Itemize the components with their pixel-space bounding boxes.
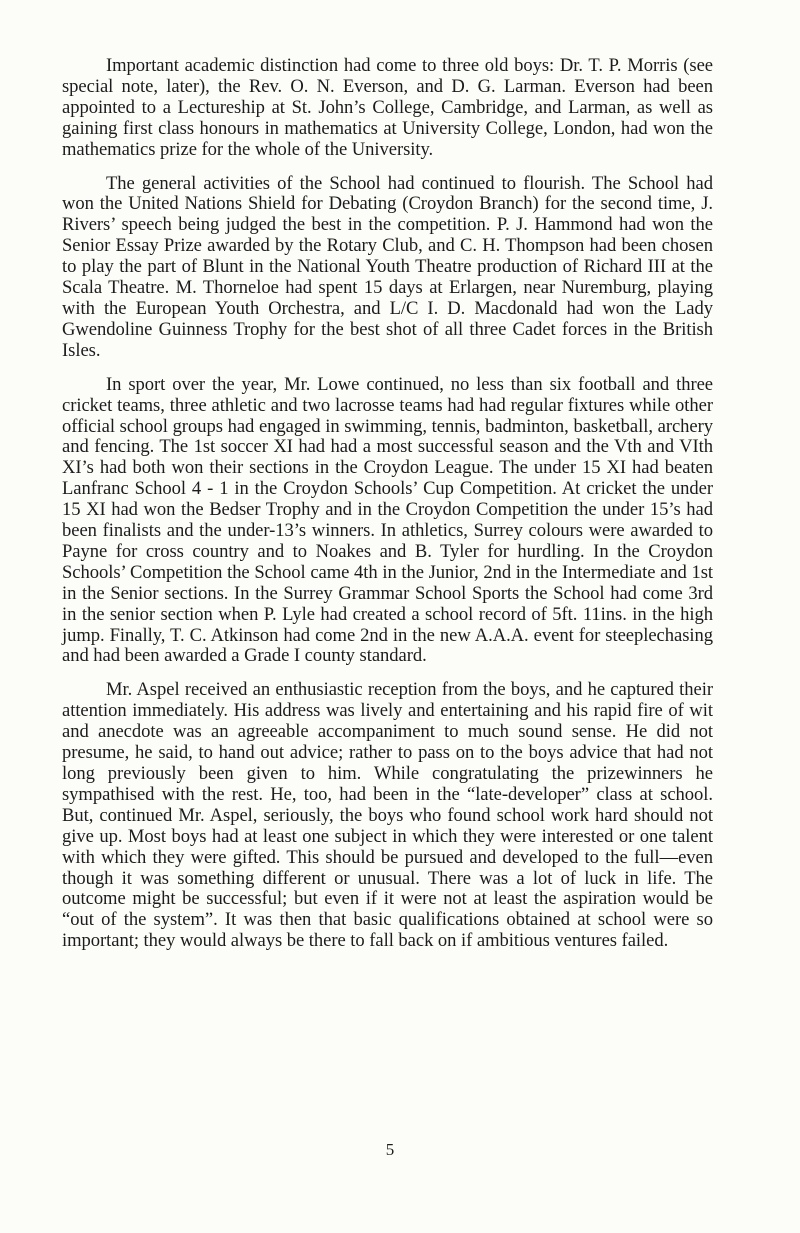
page-body [62, 56, 713, 965]
paragraph-academic-distinction: Important academic distinction had come to three old boys: Dr. T. P. Morris (see special note, later), the Rev. O. N. Everson, and D. G. Larman. Everson had been appointed to a Lectureship at St. John’s College, Cambridge, and Larman, as well as gaining first class honours in mathematics at University College, London, had won the mathematics prize for the whole of the University. [62, 55, 713, 160]
page-number: 5 [385, 1140, 395, 1159]
paragraph-sport: In sport over the year, Mr. Lowe continued, no less than six football and three cricket teams, three athletic and two lacrosse teams had had regular fixtures while other official school groups had engaged in swimming, tennis, badminton, basketball, archery and fencing. The 1st soccer XI had had a most successful season and the Vth and VIth XI’s had both won their sections in the Croydon League. The under 15 XI had beaten Lanfranc School 4 - 1 in the Croydon Schools’ Cup Competition. At cricket the under 15 XI had won the Bedser Trophy and in the Croydon Competition the under 15’s had been finalists and the under-13’s winners. In athletics, Surrey colours were awarded to Payne for cross country and to Noakes and B. Tyler for hurdling. In the Croydon Schools’ Competition the School came 4th in the Junior, 2nd in the Intermediate and 1st in the Senior sections. In the Surrey Grammar School Sports the School had come 3rd in the senior section when P. Lyle had created a school record of 5ft. 11ins. in the high jump. Finally, T. C. Atkinson had come 2nd in the new A.A.A. event for steeplechasing and had been awarded a Grade I county standard. [62, 373, 713, 667]
paragraph-aspel-address: Mr. Aspel received an enthusiastic reception from the boys, and he captured their attention immediately. His address was lively and entertaining and his rapid fire of wit and anecdote was an agreeable accompaniment to much sound sense. He did not presume, he said, to hand out advice; rather to pass on to the boys advice that had not long previously been given to him. While congratulating the prizewinners he sympathised with the rest. He, too, had been in the “late-developer” class at school. But, continued Mr. Aspel, seriously, the boys who found school work hard should not give up. Most boys had at least one subject in which they were interested or one talent with which they were gifted. This should be pursued and developed to the full—even though it was something different or unusual. There was a lot of luck in life. The outcome might be successful; but even if it were not at least the aspiration would be “out of the system”. It was then that basic qualifications obtained at school were so important; they would always be there to fall back on if ambitious ventures failed. [62, 679, 713, 952]
paragraph-general-activities: The general activities of the School had continued to flourish. The School had won the United Nations Shield for Debating (Croydon Branch) for the second time, J. Rivers’ speech being judged the best in the competition. P. J. Hammond had won the Senior Essay Prize awarded by the Rotary Club, and C. H. Thompson had been chosen to play the part of Blunt in the National Youth Theatre production of Richard III at the Scala Theatre. M. Thorneloe had spent 15 days at Erlargen, near Nuremburg, playing with the European Youth Orchestra, and L/C I. D. Macdonald had won the Lady Gwendoline Guinness Trophy for the best shot of all three Cadet forces in the British Isles. [62, 172, 713, 361]
